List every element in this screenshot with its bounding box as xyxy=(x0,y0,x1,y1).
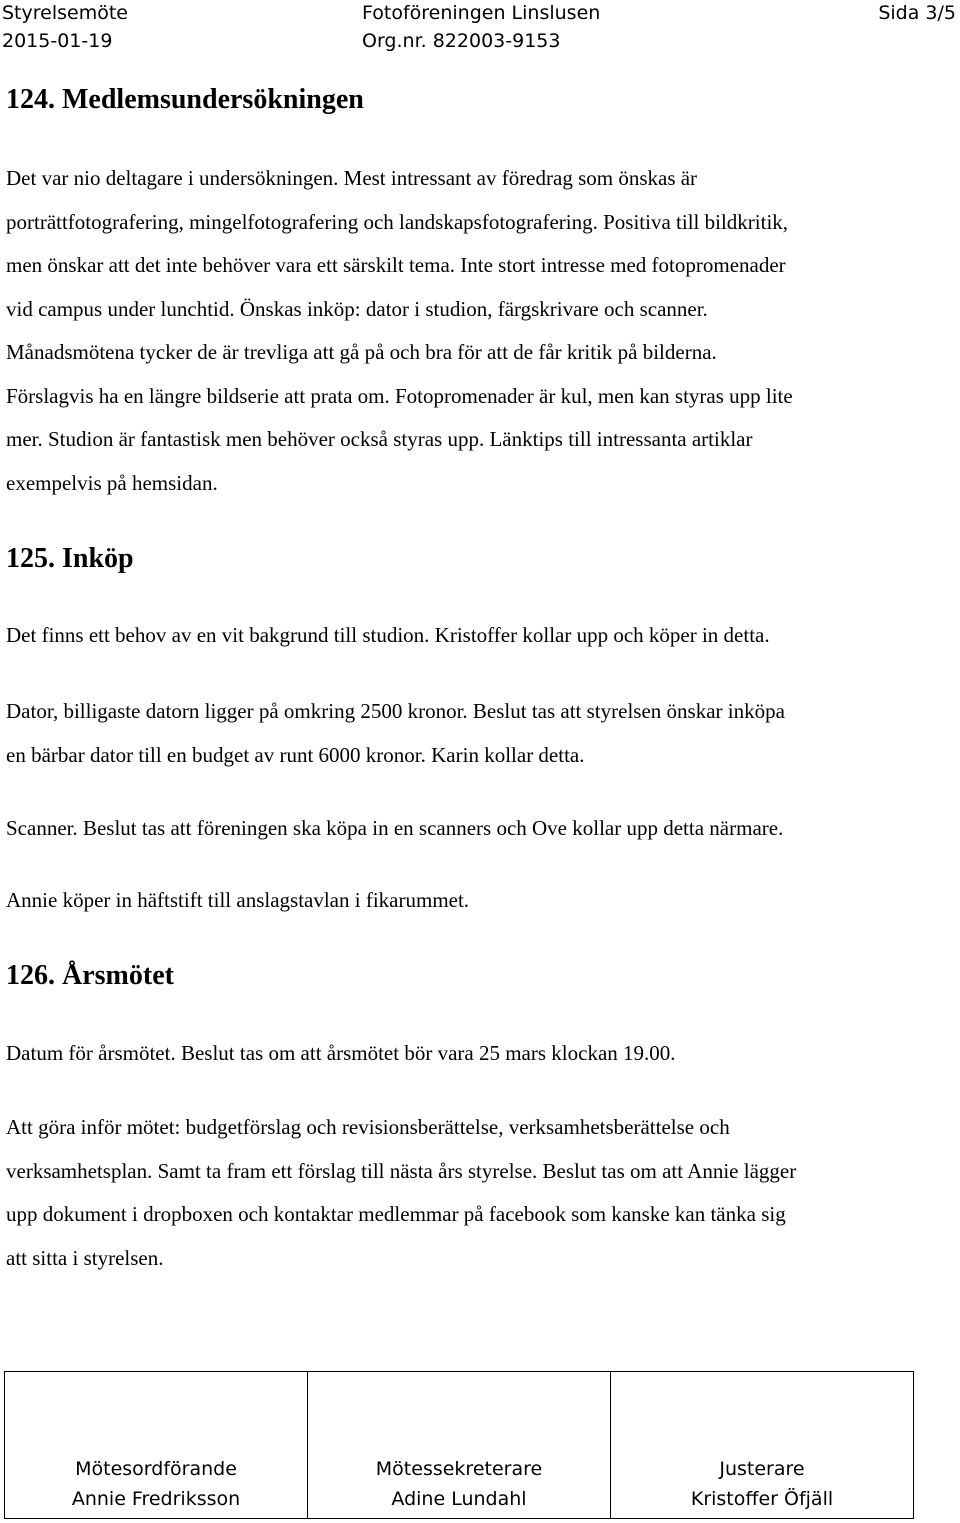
paragraph-line: Scanner. Beslut tas att föreningen ska köpa in en scanners och Ove kollar upp detta närmare. xyxy=(6,816,784,840)
header-title: Styrelsemöte xyxy=(2,2,128,24)
paragraph-line: vid campus under lunchtid. Önskas inköp: dator i studion, färgskrivare och scanner. xyxy=(6,296,708,321)
paragraph-line: Det finns ett behov av en vit bakgrund till studion. Kristoffer kollar upp och köper in detta. xyxy=(6,623,770,647)
header-org-name: Fotoföreningen Linslusen xyxy=(362,2,601,24)
signature-table xyxy=(4,1371,914,1519)
signature-role: Mötesordförande xyxy=(75,1458,237,1480)
paragraph-line: Annie köper in häftstift till anslagstavlan i fikarummet. xyxy=(6,888,470,912)
paragraph-125-studio xyxy=(6,614,956,658)
signature-name: Annie Fredriksson xyxy=(71,1488,241,1510)
paragraph-line: Det var nio deltagare i undersökningen. Mest intressant av föredrag som önskas är xyxy=(6,166,698,190)
header-date: 2015-01-19 xyxy=(2,30,113,52)
signature-role: Mötessekreterare xyxy=(375,1458,543,1480)
paragraph-126-date xyxy=(6,1032,956,1076)
signature-name: Adine Lundahl xyxy=(391,1488,527,1510)
paragraph-line: en bärbar dator till en budget av runt 6000 kronor. Karin kollar detta. xyxy=(6,742,585,767)
signature-role: Justerare xyxy=(719,1458,805,1480)
paragraph-line: Att göra inför mötet: budgetförslag och revisionsberättelse, verksamhetsberättelse och xyxy=(6,1115,730,1139)
section-heading-125: 125. Inköp xyxy=(6,543,134,574)
paragraph-125-scanner xyxy=(6,807,956,851)
paragraph-line: Månadsmötena tycker de är trevliga att gå på och bra för att de får kritik på bilderna. xyxy=(6,340,717,364)
paragraph-125-computer xyxy=(6,690,956,777)
header-page-number: Sida 3/5 xyxy=(878,2,956,24)
signature-cell-secretary xyxy=(308,1372,611,1519)
signature-cell-chair xyxy=(5,1372,308,1519)
paragraph-126-todo xyxy=(6,1106,956,1280)
section-heading-126: 126. Årsmötet xyxy=(6,960,174,991)
paragraph-line: att sitta i styrelsen. xyxy=(6,1245,164,1270)
signature-name: Kristoffer Öfjäll xyxy=(690,1488,834,1510)
paragraph-line: Datum för årsmötet. Beslut tas om att årsmötet bör vara 25 mars klockan 19.00. xyxy=(6,1041,676,1065)
paragraph-line: Förslagvis ha en längre bildserie att prata om. Fotopromenader är kul, men kan styras upp lite xyxy=(6,383,793,408)
header-org-number: Org.nr. 822003-9153 xyxy=(362,30,561,52)
paragraph-124 xyxy=(6,157,956,505)
paragraph-line: porträttfotografering, mingelfotografering och landskapsfotografering. Positiva till bildkritik, xyxy=(6,209,789,234)
paragraph-line: upp dokument i dropboxen och kontaktar medlemmar på facebook som kanske kan tänka sig xyxy=(6,1202,786,1226)
paragraph-line: Dator, billigaste datorn ligger på omkring 2500 kronor. Beslut tas att styrelsen önskar inköpa xyxy=(6,699,785,723)
section-heading-124: 124. Medlemsundersökningen xyxy=(6,84,364,115)
paragraph-line: verksamhetsplan. Samt ta fram ett förslag till nästa års styrelse. Beslut tas om att Annie lägger xyxy=(6,1158,797,1183)
paragraph-line: mer. Studion är fantastisk men behöver också styras upp. Länktips till intressanta artiklar xyxy=(6,427,753,451)
paragraph-125-pins xyxy=(6,879,956,923)
signature-cell-adjuster xyxy=(611,1372,914,1519)
paragraph-line: men önskar att det inte behöver vara ett särskilt tema. Inte stort intresse med fotopromenader xyxy=(6,253,786,277)
paragraph-line: exempelvis på hemsidan. xyxy=(6,470,218,495)
